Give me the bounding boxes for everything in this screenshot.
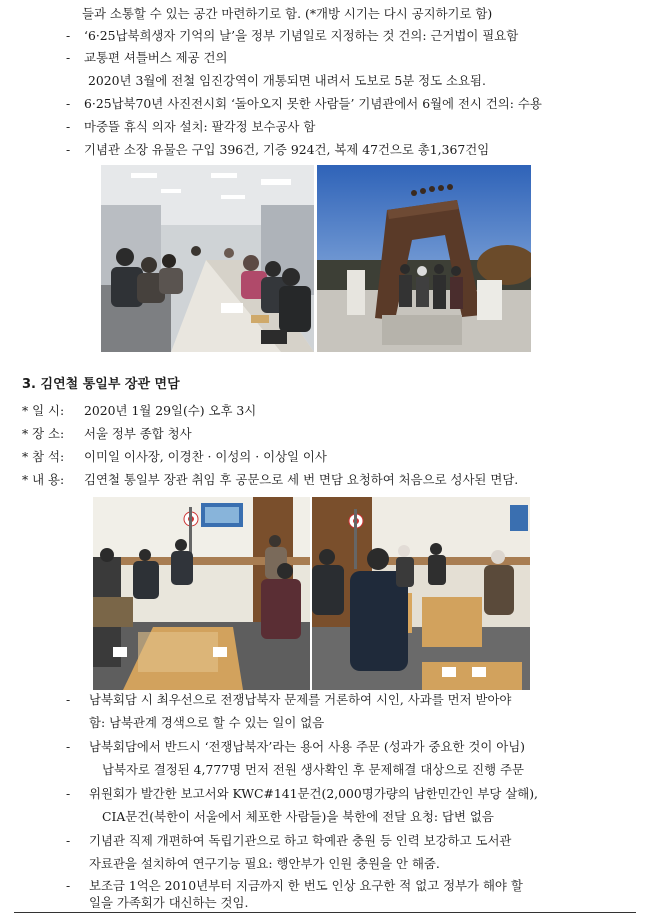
ministry-meeting-photo-left <box>93 497 310 690</box>
info-value: 김연철 통일부 장관 취임 후 공문으로 세 번 면담 요청하여 처음으로 성사된 면담. <box>84 472 519 487</box>
bullet-line: 위원회가 발간한 보고서와 KWC#141문건(2,000명가량의 남한민간인 부당 살해), <box>89 786 538 801</box>
section-heading: 3. 김연철 통일부 장관 면담 <box>22 377 180 392</box>
bullet-line: 남북회담 시 최우선으로 전쟁납북자 문제를 거론하여 시인, 사과를 먼저 받아야 <box>89 692 512 707</box>
meeting-room-photo <box>101 165 314 352</box>
info-label: * 참 석: <box>22 449 65 464</box>
bullet-line: 기념관 직제 개편하여 독립기관으로 하고 학예관 충원 등 인력 보강하고 도서관 <box>89 833 512 848</box>
bullet-dash: - <box>66 142 71 157</box>
bullet-line: 함: 남북관계 경색으로 할 수 있는 일이 없음 <box>89 715 325 730</box>
bullet-dash: - <box>66 878 71 893</box>
info-value: 2020년 1월 29일(수) 오후 3시 <box>84 403 257 418</box>
bullet-item: ‘6·25납북희생자 기억의 날’을 정부 기념일로 지정하는 것 건의: 근거법이 필요함 <box>84 28 519 43</box>
bullet-dash: - <box>66 50 71 65</box>
page-bottom-rule <box>14 912 636 913</box>
bullet-item: 교통편 셔틀버스 제공 건의 <box>84 50 228 65</box>
bullet-line: 일을 가족회가 대신하는 것임. <box>89 895 249 910</box>
bullet-dash: - <box>66 786 71 801</box>
info-value: 이미일 이사장, 이경찬 · 이성의 · 이상일 이사 <box>84 449 327 464</box>
bullet-line: 보조금 1억은 2010년부터 지금까지 한 번도 인상 요구한 적 없고 정부가 해야 할 <box>89 878 523 893</box>
intro-line: 들과 소통할 수 있는 공간 마련하기로 함. (*개방 시기는 다시 공지하기로 함) <box>82 6 493 21</box>
bullet-item: 6·25납북70년 사진전시회 ‘돌아오지 못한 사람들’ 기념관에서 6월에 전시 건의: 수용 <box>84 96 542 111</box>
info-label: * 장 소: <box>22 426 65 441</box>
bullet-item: 기념관 소장 유물은 구입 396건, 기증 924건, 복제 47건으로 총1,367건임 <box>84 142 490 157</box>
bullet-dash: - <box>66 119 71 134</box>
shuttle-detail: 2020년 3월에 전철 임진강역이 개통되면 내려서 도보로 5분 정도 소요됨. <box>88 73 486 88</box>
monument-photo <box>317 165 531 352</box>
info-label: * 일 시: <box>22 403 65 418</box>
bullet-line: CIA문건(북한이 서울에서 체포한 사람들)을 북한에 전달 요청: 답변 없음 <box>102 809 494 824</box>
bullet-item: 마중뜰 휴식 의자 설치: 팔각정 보수공사 함 <box>84 119 316 134</box>
bullet-dash: - <box>66 28 71 43</box>
bullet-dash: - <box>66 96 71 111</box>
bullet-line: 자료관을 설치하여 연구기능 필요: 행안부가 인원 충원을 안 해줌. <box>89 856 440 871</box>
bullet-dash: - <box>66 739 71 754</box>
bullet-line: 납북자로 결정된 4,777명 먼저 전원 생사확인 후 문제해결 대상으로 진행 주문 <box>102 762 524 777</box>
bullet-line: 남북회담에서 반드시 ‘전쟁납북자’라는 용어 사용 주문 (성과가 중요한 것이 아님) <box>89 739 526 754</box>
bullet-dash: - <box>66 833 71 848</box>
info-label: * 내 용: <box>22 472 65 487</box>
bullet-dash: - <box>66 692 71 707</box>
info-value: 서울 정부 종합 청사 <box>84 426 192 441</box>
ministry-meeting-photo-right <box>312 497 530 690</box>
